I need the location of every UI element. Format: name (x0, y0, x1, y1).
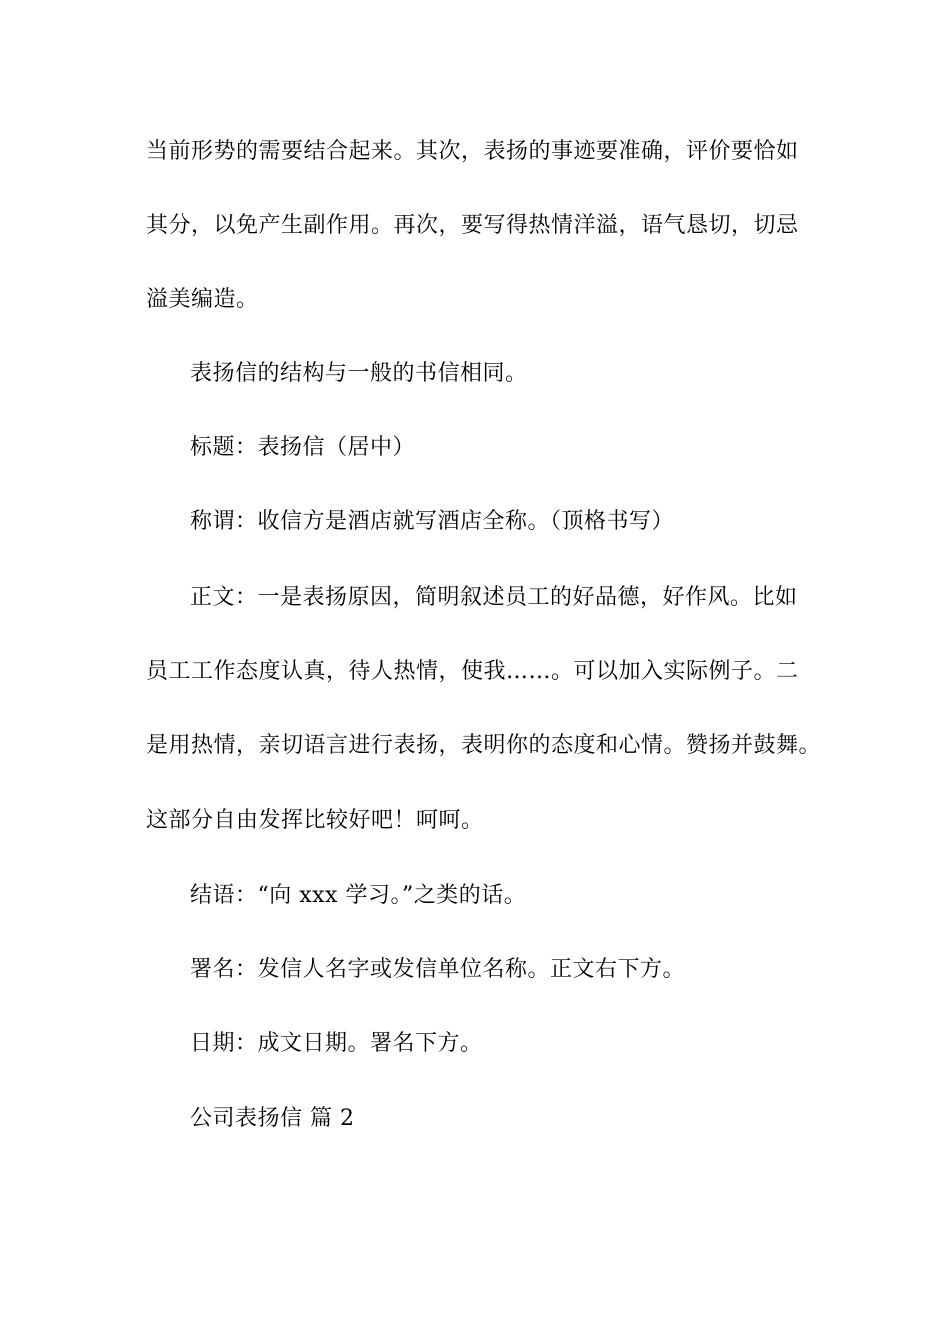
paragraph-line: 表扬信的结构与一般的书信相同。 (190, 361, 528, 386)
paragraph-line: 日期：成文日期。署名下方。 (190, 1031, 483, 1056)
paragraph-line: 这部分自由发挥比较好吧！呵呵。 (146, 808, 484, 833)
paragraph-line: 当前形势的需要结合起来。其次，表扬的事迹要准确，评价要恰如 (146, 139, 799, 164)
paragraph-line: 署名：发信人名字或发信单位名称。正文右下方。 (190, 957, 686, 982)
paragraph-line: 员工工作态度认真，待人热情，使我……。可以加入实际例子。二 (146, 659, 799, 684)
paragraph-line: 称谓：收信方是酒店就写酒店全称。（顶格书写） (190, 509, 675, 534)
paragraph-line: 正文：一是表扬原因，简明叙述员工的好品德，好作风。比如 (190, 585, 798, 610)
paragraph-line: 标题：表扬信（居中） (190, 435, 416, 460)
paragraph-line: 是用热情，亲切语言进行表扬，表明你的态度和心情。赞扬并鼓舞。 (146, 733, 822, 758)
paragraph-line: 结语：“向 xxx 学习。”之类的话。 (190, 883, 527, 908)
section-heading: 公司表扬信 篇 2 (190, 1106, 355, 1131)
paragraph-line: 其分，以免产生副作用。再次，要写得热情洋溢，语气恳切，切忌 (146, 213, 799, 238)
paragraph-line: 溢美编造。 (146, 287, 259, 312)
